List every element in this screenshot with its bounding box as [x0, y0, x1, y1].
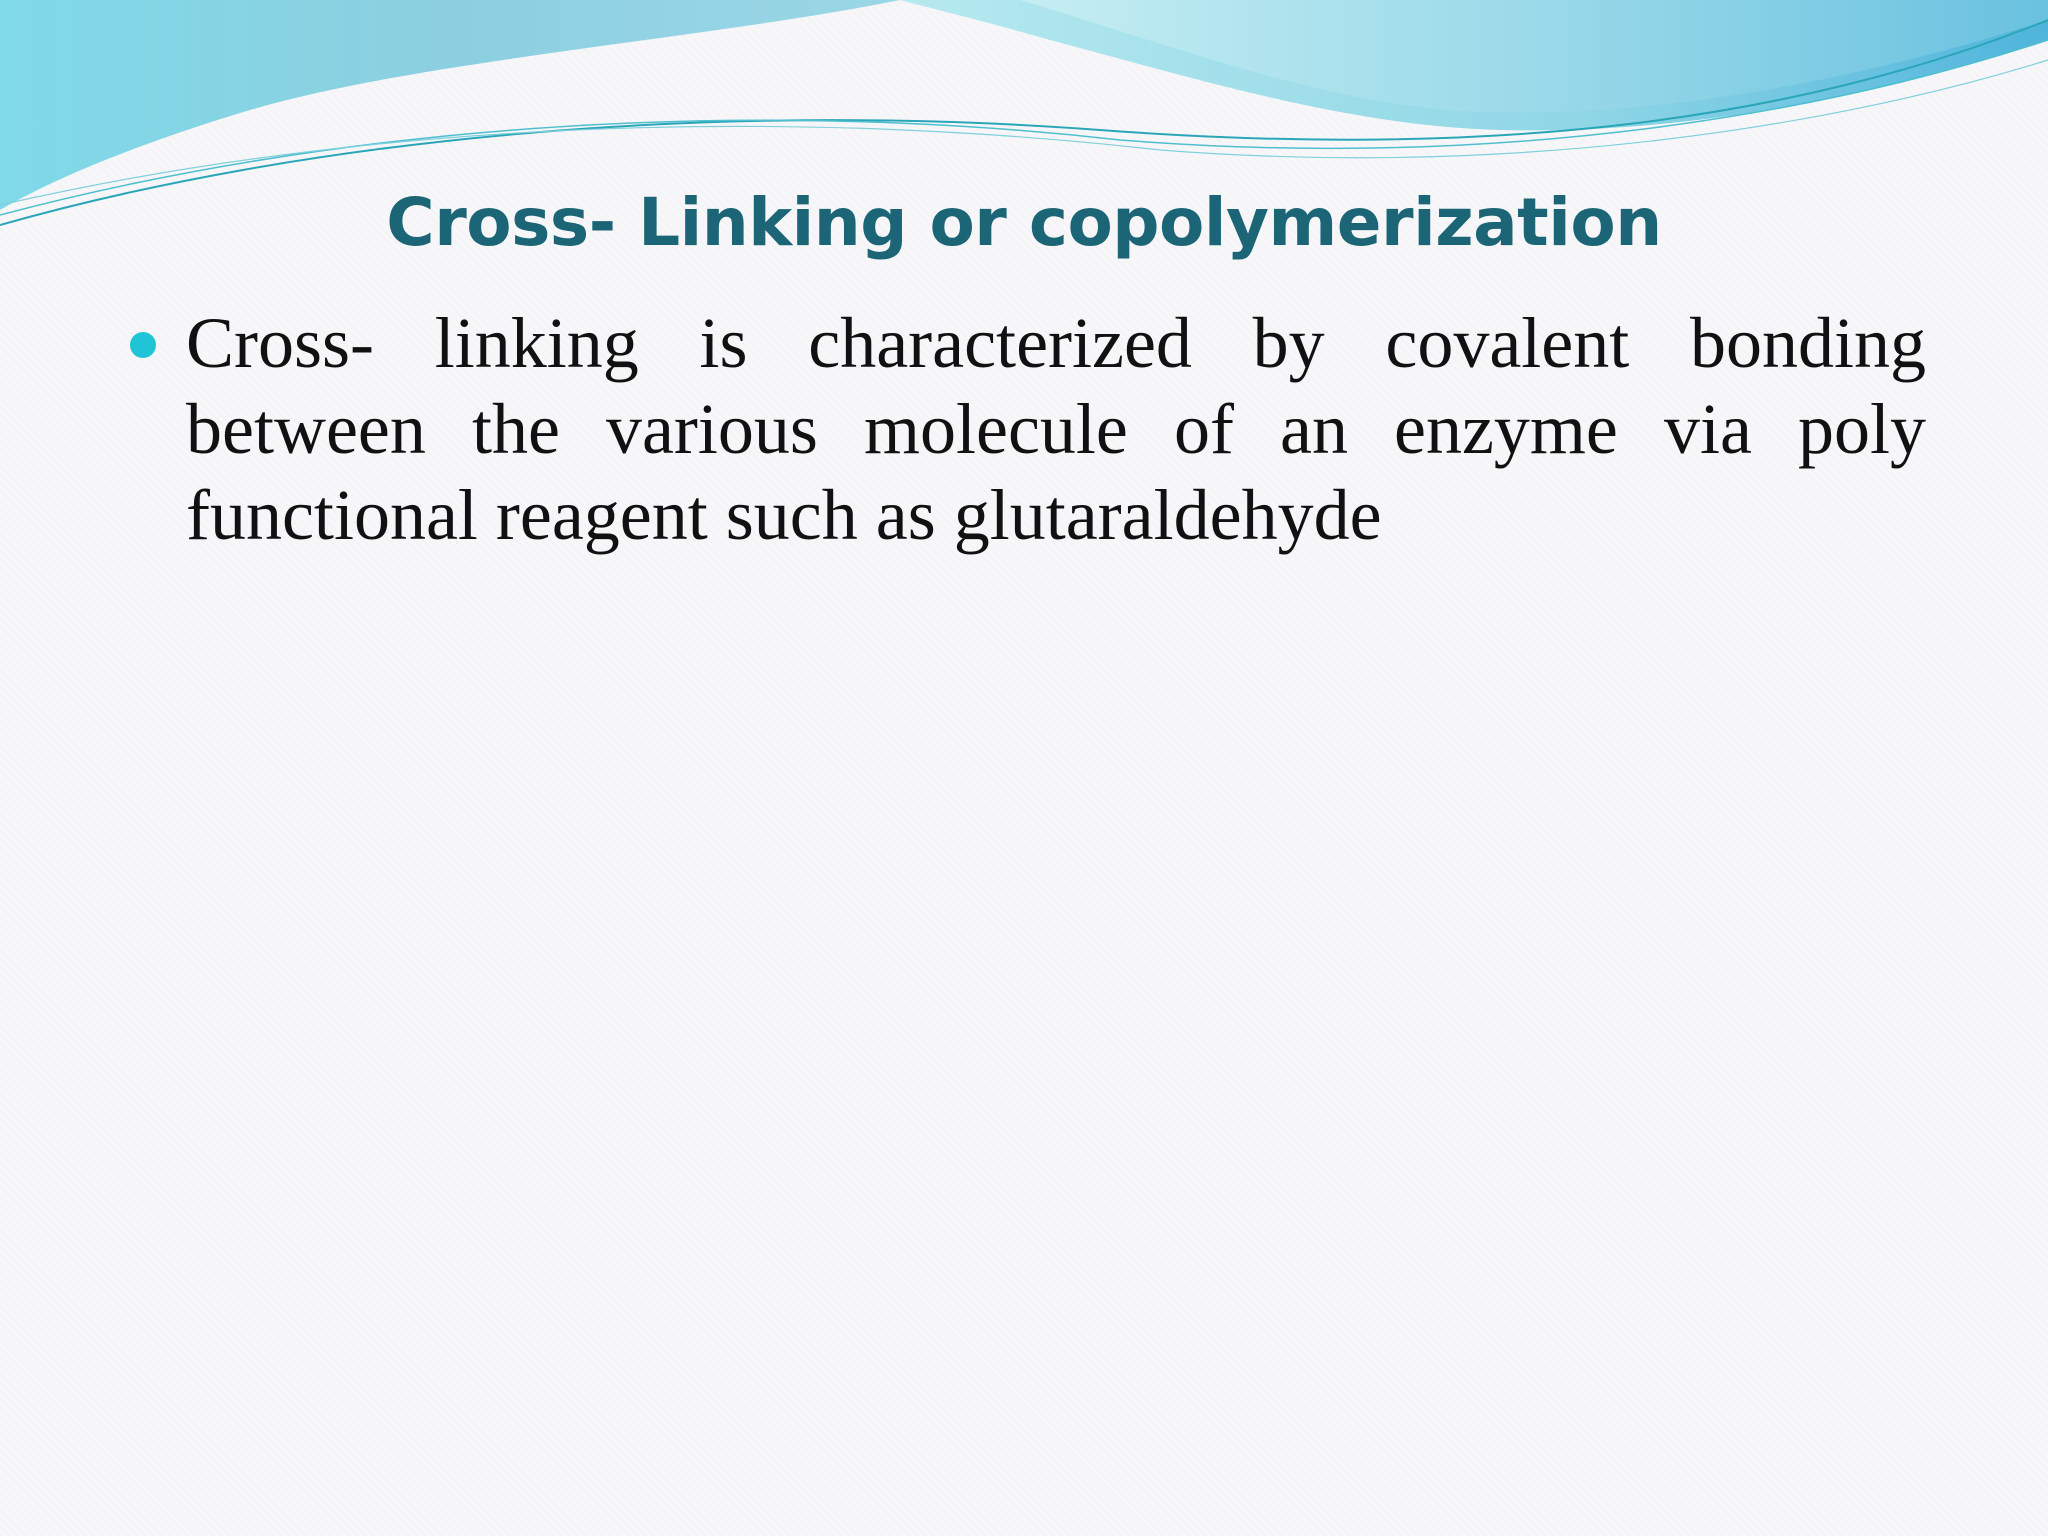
bullet-list	[130, 300, 1926, 558]
bullet-item	[130, 300, 1926, 558]
bullet-dot-icon	[130, 332, 156, 358]
slide-title: Cross- Linking or copolymerization	[386, 184, 1662, 261]
bullet-text: Cross- linking is characterized by covalent bonding between the various molecule of an enzyme via poly functional reagent such as glutaraldehyde	[186, 303, 1926, 555]
